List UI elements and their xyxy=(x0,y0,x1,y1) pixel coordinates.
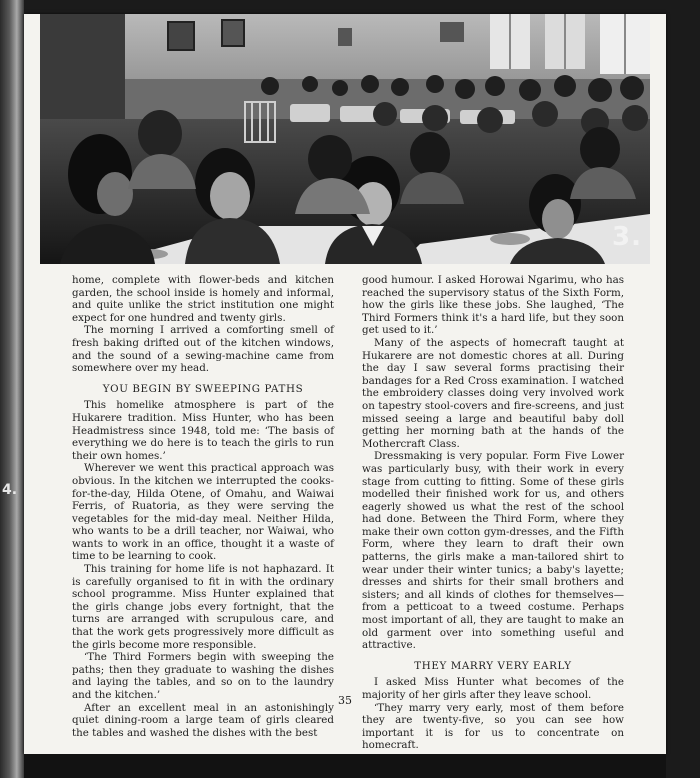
paragraph: ‘They marry very early, most of them before they are twenty-five, so you can see how important it is for us to concentrate on homecraft. xyxy=(362,701,624,752)
paragraph: The morning I arrived a comforting smell of fresh baking drifted out of the kitchen windows, and the sound of a sewing-machine came from somewhere over my head. xyxy=(72,324,334,375)
paragraph: home, complete with flower-beds and kitchen garden, the school inside is homely and informal, and quite unlike the strict institution one might expect for one hundred and twenty girls. xyxy=(72,274,334,324)
right-column xyxy=(362,274,624,766)
left-page-edge xyxy=(0,0,24,778)
photo-number: 3. xyxy=(612,222,642,252)
paragraph: I asked Miss Hunter what becomes of the majority of her girls after they leave school. xyxy=(362,676,624,701)
paragraph: Many of the aspects of homecraft taught at Hukarere are not domestic chores at all. During the day I saw several forms practising their bandages for a Red Cross examination. I watched the embroidery classes doing very involved work on tapestry stool-covers and fire-screens, and just missed seeing a large and beautiful baby doll getting her morning bath at the hands of the Mothercraft Class. xyxy=(362,336,624,450)
paragraph: Dressmaking is very popular. Form Five Lower was particularly busy, with their work in every stage from cutting to fitting. Some of these girls modelled their finished work for us, and others eagerly showed us what the rest of the school had done. Between the Third Form, where they make their own cotton gym-dresses, and the Fifth Form, where they learn to draft their own patterns, the girls make a man-tailored shirt to wear under their winter tunics; a baby's layette; dresses and shirts for their small brothers and sisters; and all kinds of clothes for themselves—from a petticoat to a tweed costume. Perhaps most important of all, they are taught to make an old garment over into something useful and attractive. xyxy=(362,450,624,652)
paragraph: Wherever we went this practical approach was obvious. In the kitchen we interrupted the cooks-for-the-day, Hilda Otene, of Omahu, and Waiwai Ferris, of Ruatoria, as they were serving the vegetables for the mid-day meal. Neither Hilda, who wants to be a drill teacher, nor Waiwai, who wants to work in an office, thought it a waste of time to be learning to cook. xyxy=(72,462,334,563)
paragraph: ‘The Third Formers begin with sweeping the paths; then they graduate to washing the dishes and laying the tables, and so on to the laundry and the kitchen.’ xyxy=(72,651,334,701)
paragraph: After an excellent meal in an astonishingly quiet dining-room a large team of girls cleared the tables and washed the dishes with the best xyxy=(72,701,334,739)
section-heading: THEY MARRY VERY EARLY xyxy=(414,659,572,672)
magazine-page xyxy=(24,14,666,754)
section-heading: YOU BEGIN BY SWEEPING PATHS xyxy=(102,382,304,395)
bottom-scan-edge xyxy=(24,754,666,778)
paragraph: good humour. I asked Horowai Ngarimu, who has reached the supervisory status of the Sixth Form, how the girls like these jobs. She laughed, ‘The Third Formers think it's a hard life, but they soon get used to it.’ xyxy=(362,274,624,337)
dining-room-photo xyxy=(40,14,650,264)
page-number: 35 xyxy=(338,694,352,707)
paragraph: This homelike atmosphere is part of the Hukarere tradition. Miss Hunter, who has been Headmistress since 1948, told me: ‘The basis of everything we do here is to teach the girls to run their own homes.’ xyxy=(72,399,334,462)
left-page-mark: 4. xyxy=(2,482,18,498)
dining-room-photo-image xyxy=(40,14,650,264)
left-column xyxy=(72,274,334,739)
paragraph: This training for home life is not haphazard. It is carefully organised to fit in with the ordinary school programme. Miss Hunter explained that the girls change jobs every fortnight, that the turns are arranged with scrupulous care, and that the work gets progressively more difficult as the girls become more responsible. xyxy=(72,563,334,651)
